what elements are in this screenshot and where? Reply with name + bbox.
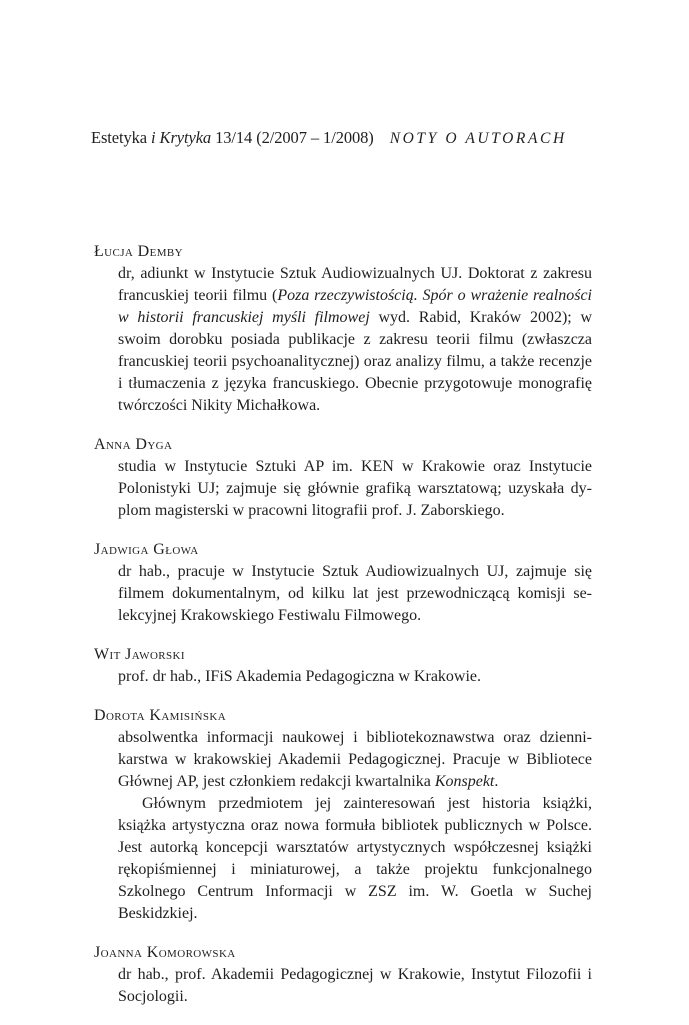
- bio-paragraph: Głównym przedmiotem jej zainteresowań jest historia książki, książka artystyczna oraz nowa formuła bibliotek publicznych w Polsce. Jest autorką koncepcji warsztatów artystycznych współczesnej książki rękopiśmiennej i miniaturowej, a także projektu funkcjonalnego Szkolnego Centrum Informacji w ZSZ im. W. Goetla w Suchej Beskidzkiej.: [118, 795, 592, 922]
- author-bio: [118, 263, 592, 417]
- author-notes: [94, 241, 592, 1025]
- author-entry: [94, 434, 592, 522]
- bio-paragraph: dr hab., pracuje w Instytucie Sztuk Audiowizualnych UJ, zajmuje się filmem dokumentalnym, od kilku lat jest przewodniczącą komisji selekcyjnej Krakowskiego Festiwalu Filmowego.: [118, 563, 592, 624]
- author-name: Joanna Komorowska: [94, 944, 236, 961]
- author-bio: [118, 561, 592, 627]
- author-bio: [118, 666, 592, 688]
- author-bio: [118, 964, 592, 1008]
- author-name: Jadwiga Głowa: [94, 541, 199, 558]
- author-entry: [94, 539, 592, 627]
- bio-paragraph: prof. dr hab., IFiS Akademia Pedagogiczna w Krakowie.: [118, 668, 482, 685]
- magazine-title: Konspekt: [434, 773, 495, 790]
- journal-title: [91, 128, 211, 147]
- author-entry: [94, 644, 592, 688]
- journal-title-part: Estetyka: [91, 128, 152, 147]
- author-entry: [94, 705, 592, 925]
- author-bio: [118, 727, 592, 925]
- running-header: [91, 128, 601, 148]
- author-name: Wit Jaworski: [94, 646, 185, 663]
- journal-title-italic: i Krytyka: [151, 128, 212, 147]
- bio-text: .: [494, 773, 499, 790]
- bio-paragraph: [118, 263, 592, 417]
- author-bio: [118, 456, 592, 522]
- bio-paragraph: dr hab., prof. Akademii Pedagogicznej w Krakowie, Instytut Filozofii i Socjologii.: [118, 966, 592, 1005]
- author-name: Łucja Demby: [94, 243, 184, 260]
- bio-text: dr, adiunkt w Instytucie Sztuk Audiowizualnych UJ. Doktorat z zakresu francuskiej teorii filmu (: [118, 265, 592, 304]
- author-entry: [94, 241, 592, 417]
- bio-text: absolwentka informacji naukowej i bibliotekoznawstwa oraz dziennikarstwa w krakowskiej Akademii Pedagogicznej. Pracuje w Bibliotece Głównej AP, jest członkiem redakcji kwartalnika: [118, 729, 592, 790]
- author-entry: [94, 942, 592, 1008]
- bio-text: wyd. Rabid, Kraków 2002); w swoim dorobku posiada publikacje z zakresu teorii filmu (zwłaszcza francuskiej teorii psychoanalitycznej) oraz analizy filmu, a także recenzje i tłumaczenia z języka francuskiego. Obecnie przygotowuje monografię twórczości Nikity Michałkowa.: [118, 309, 592, 414]
- book-title: Poza rzeczywistością. Spór o wrażenie realności w historii francuskiej myśli filmowej: [118, 287, 593, 326]
- section-title: NOTY O AUTORACH: [389, 130, 567, 147]
- author-name: Dorota Kamisińska: [94, 707, 227, 724]
- issue-number: 13/14 (2/2007 – 1/2008): [211, 128, 374, 147]
- bio-paragraph: studia w Instytucie Sztuki AP im. KEN w Krakowie oraz Instytucie Polonistyki UJ; zajmuje się głównie grafiką warsztatową; uzyskała dyplom magisterski w pracowni litografii prof. J. Zaborskiego.: [118, 458, 592, 519]
- bio-paragraph: [118, 727, 592, 793]
- author-name: Anna Dyga: [94, 436, 173, 453]
